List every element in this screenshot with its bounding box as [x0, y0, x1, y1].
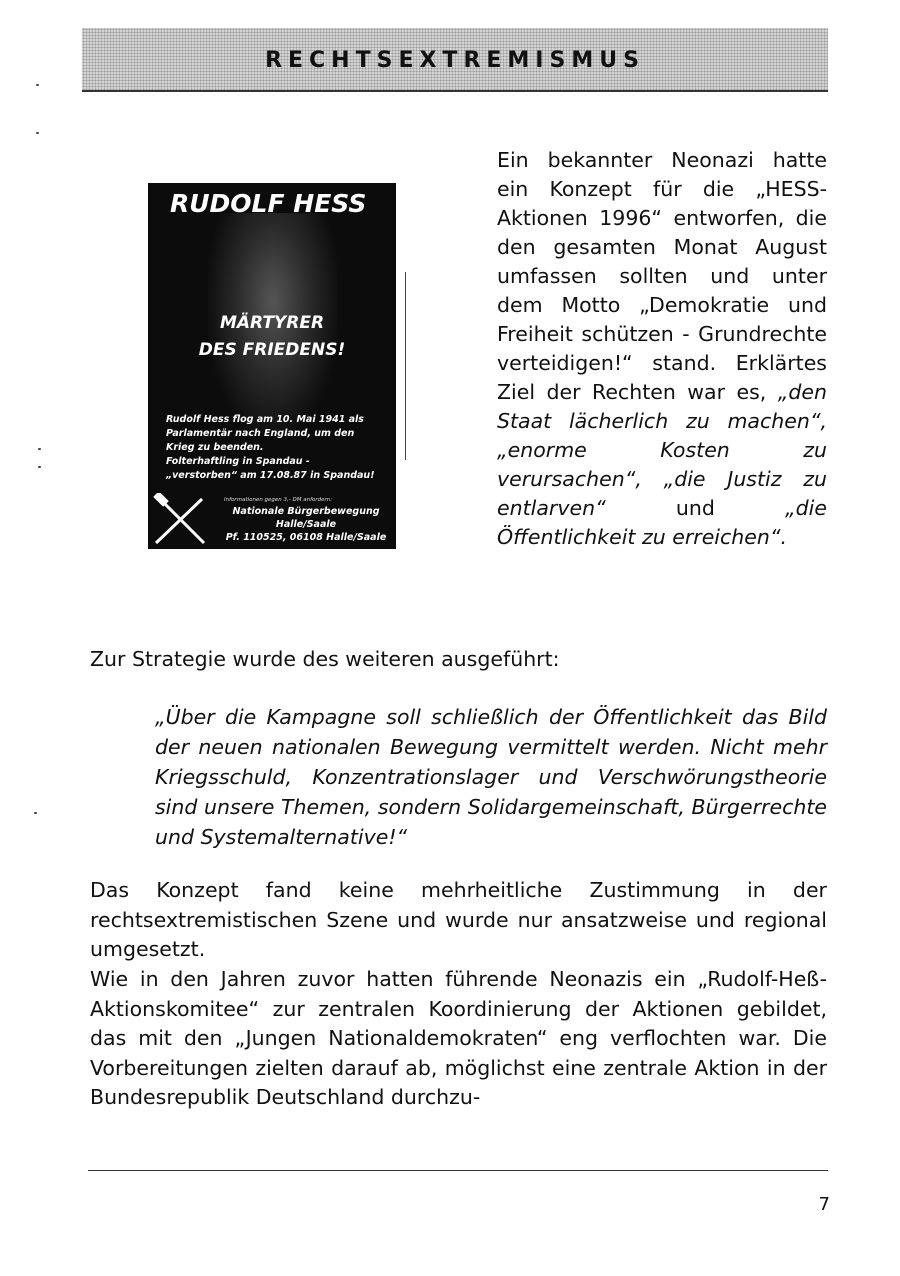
scan-speck [38, 466, 41, 468]
poster-subtitle-line1: MÄRTYRER [219, 313, 325, 333]
intro-text [497, 146, 827, 552]
paragraph-2: Wie in den Jahren zuvor hatten führende Neonazis ein „Rudolf-Heß-Aktionskomitee“ zur zentralen Koordinierung der Aktionen gebildet, das mit den „Jungen Nationaldemokraten“ eng verflochten war. Die Vorbereitungen zielten darauf ab, möglichst eine zentrale Aktion in der Bundesrepublik Deutschland durchzu- [90, 967, 827, 1109]
page-number: 7 [818, 1194, 830, 1215]
strategy-intro: Zur Strategie wurde des weiteren ausgeführt: [90, 647, 560, 671]
poster-text [166, 413, 392, 483]
header-band [82, 28, 828, 92]
paragraph-1: Das Konzept fand keine mehrheitliche Zustimmung in der rechtsextremistischen Szene und wurde nur ansatzweise und regional umgesetzt. [90, 878, 827, 961]
section-title: RECHTSEXTREMISMUS [265, 48, 645, 73]
poster-org-line: Pf. 110525, 06108 Halle/Saale [225, 532, 387, 543]
poster-subtitle-line2: DES FRIEDENS! [198, 340, 346, 360]
poster-text-line: Rudolf Hess flog am 10. Mai 1941 als [166, 414, 364, 425]
intro-text-connector: und [605, 496, 786, 520]
intro-text-final-quote: „die Öffentlichkeit zu erreichen“. [497, 496, 827, 549]
poster-divider [405, 272, 406, 460]
poster-organization [218, 505, 394, 544]
scan-speck [36, 84, 39, 86]
hammer-sword-logo-icon [152, 493, 212, 547]
intro-text-plain: Ein bekannter Neonazi hatte ein Konzept für die „HESS-Aktionen 1996“ entworfen, die den gesamten Monat August umfassen sollten und unter dem Motto „Demokratie und Freiheit schützen - Grundrechte verteidigen!“ stand. Erklärtes Ziel der Rechten war es, [497, 148, 827, 404]
poster-org-line: Halle/Saale [275, 519, 337, 530]
scan-speck [34, 812, 37, 814]
poster-text-line: Folterhaftling in Spandau - [166, 456, 310, 467]
poster-title: RUDOLF HESS [170, 189, 367, 218]
poster-org-line: Nationale Bürgerbewegung [232, 506, 380, 517]
poster-image [148, 183, 396, 549]
block-quote: „Über die Kampagne soll schließlich der Öffentlichkeit das Bild der neuen nationalen Bewegung vermittelt werden. Nicht mehr Kriegsschuld, Konzentrationslager und Verschwörungstheorie sind unsere Themen, sondern Solidargemeinschaft, Bürgerrechte und Systemalternative!“ [155, 705, 827, 849]
intro-paragraph [497, 146, 827, 552]
poster-text-line: Krieg zu beenden. [166, 442, 264, 453]
poster-text-line: „verstorben“ am 17.08.87 in Spandau! [166, 470, 375, 481]
intro-text-quotes: „den Staat lächerlich zu machen“, „enorme Kosten zu verursachen“, „die Justiz zu entlarven“ [497, 380, 827, 520]
poster-text-line: Parlamentär nach England, um den [166, 428, 355, 439]
scan-speck [36, 132, 39, 134]
poster-info: Informationen gegen 3,- DM anfordern: [224, 497, 333, 503]
footer-rule [88, 1170, 828, 1171]
scan-speck [38, 448, 41, 450]
